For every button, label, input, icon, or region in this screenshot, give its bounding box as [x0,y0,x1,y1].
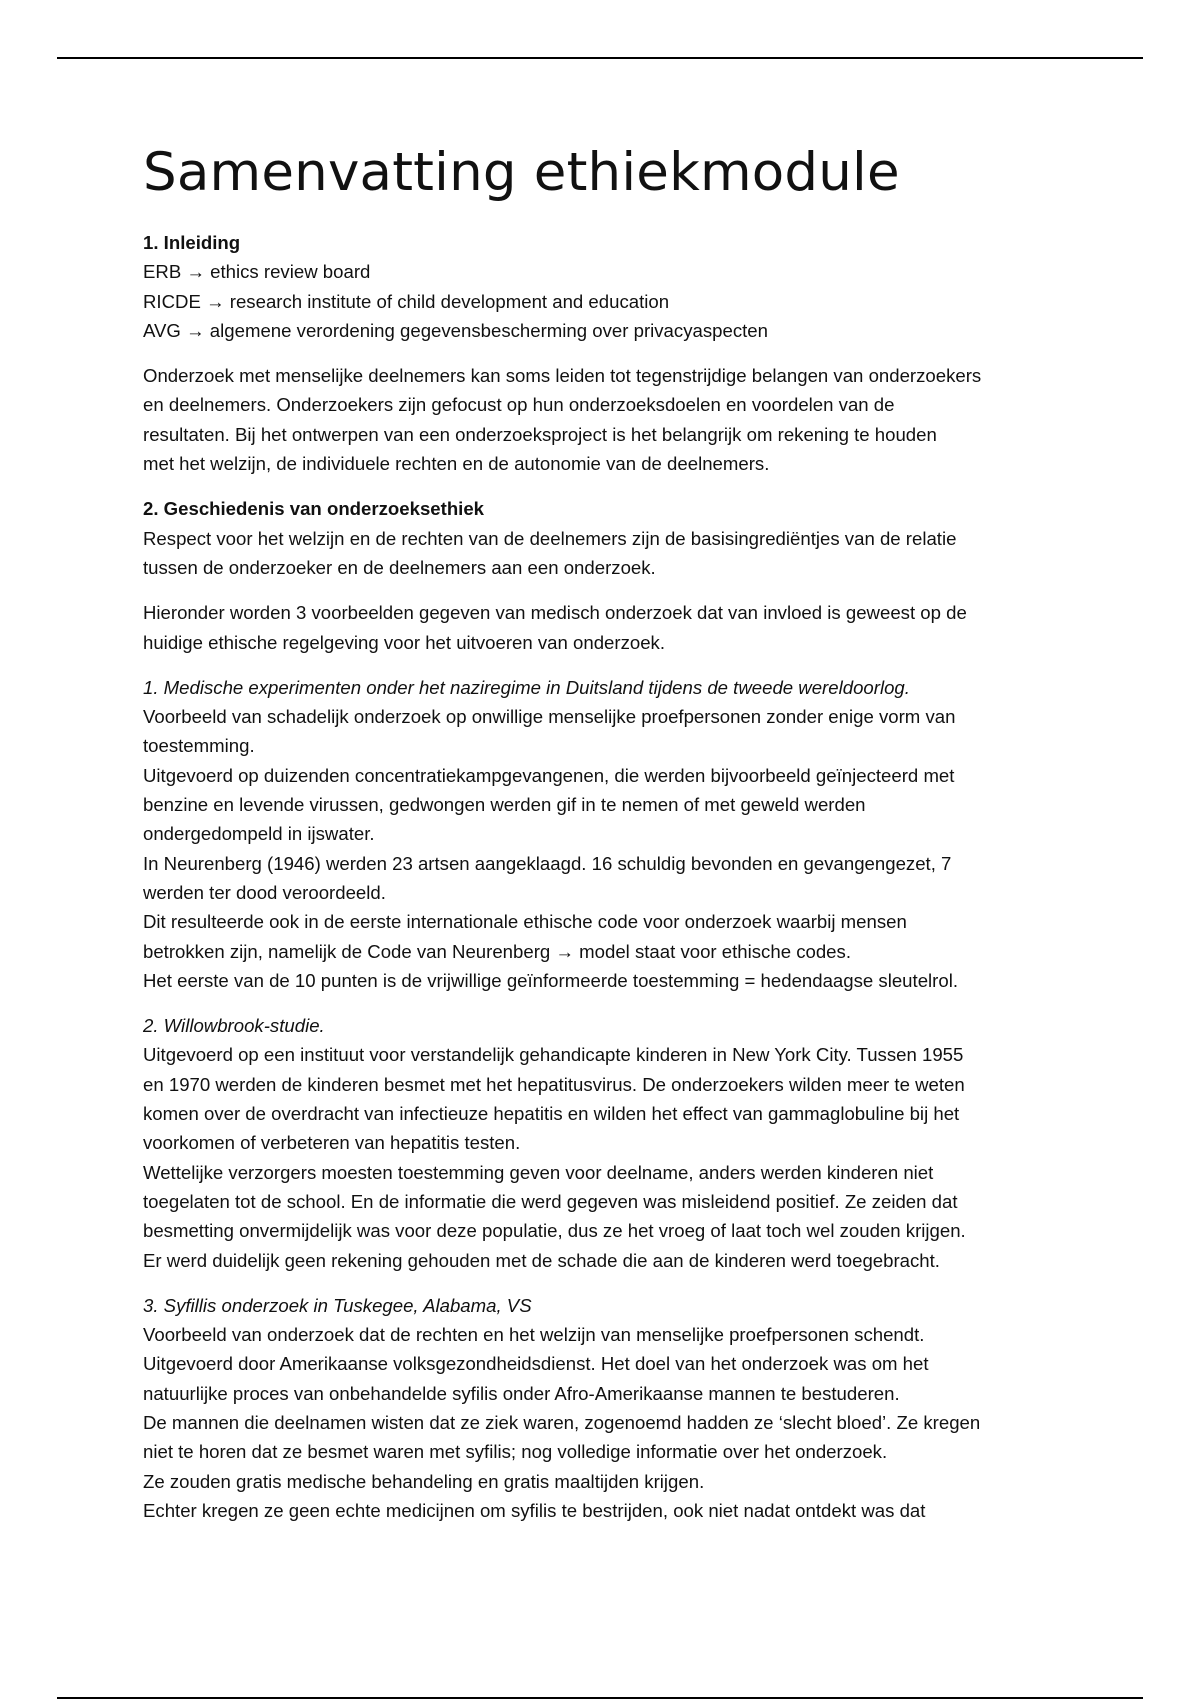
text-line: Respect voor het welzijn en de rechten van de deelnemers zijn de basisingrediëntjes van de relatie [143,527,957,549]
text-line: komen over de overdracht van infectieuze hepatitis en wilden het effect van gammaglobuline bij het [143,1103,960,1125]
paragraph-list [143,228,1063,1525]
text-line: ondergedompeld in ijswater. [143,823,375,845]
paragraph [143,228,1063,345]
paragraph [143,1011,1063,1275]
text-line: Ze zouden gratis medische behandeling en gratis maaltijden krijgen. [143,1470,705,1492]
text-line: en 1970 werden de kinderen besmet met het hepatitusvirus. De onderzoekers wilden meer te weten [143,1073,965,1095]
text-line: huidige ethische regelgeving voor het uitvoeren van onderzoek. [143,631,666,653]
text-line: toestemming. [143,735,255,757]
document-body [143,138,1063,1541]
text-line: Voorbeeld van schadelijk onderzoek op onwillige menselijke proefpersonen zonder enige vorm van [143,706,956,728]
text-line: tussen de onderzoeker en de deelnemers aan een onderzoek. [143,556,656,578]
text-line: Het eerste van de 10 punten is de vrijwillige geïnformeerde toestemming = hedendaagse sleutelrol. [143,969,958,991]
text-line: Voorbeeld van onderzoek dat de rechten en het welzijn van menselijke proefpersonen schendt. [143,1324,925,1346]
text-line: benzine en levende virussen, gedwongen werden gif in te nemen of met geweld werden [143,794,866,816]
example-heading: 3. Syfillis onderzoek in Tuskegee, Alabama, VS [143,1294,532,1316]
text-line: De mannen die deelnamen wisten dat ze ziek waren, zogenoemd hadden ze ‘slecht bloed’. Ze kregen [143,1411,981,1433]
paragraph [143,494,1063,582]
text-line: In Neurenberg (1946) werden 23 artsen aangeklaagd. 16 schuldig bevonden en gevangengezet, 7 [143,852,952,874]
top-rule [57,57,1143,59]
section-heading: 1. Inleiding [143,232,241,253]
text-line: toegelaten tot de school. En de informatie die werd gegeven was misleidend positief. Ze zeiden dat [143,1190,958,1212]
text-line: en deelnemers. Onderzoekers zijn gefocust op hun onderzoeksdoelen en voordelen van de [143,394,895,416]
text-line: natuurlijke proces van onbehandelde syfilis onder Afro-Amerikaanse mannen te bestuderen. [143,1382,900,1404]
paragraph [143,1291,1063,1525]
section-heading: 2. Geschiedenis van onderzoeksethiek [143,498,485,520]
text-line: ERB → ethics review board [143,261,371,283]
text-line: voorkomen of verbeteren van hepatitis testen. [143,1132,521,1154]
text-line: AVG → algemene verordening gegevensbescherming over privacyaspecten [143,319,768,341]
text-line: werden ter dood veroordeeld. [143,881,386,903]
document-title: Samenvatting ethiekmodule [143,142,900,203]
paragraph [143,673,1063,995]
text-line: Uitgevoerd op een instituut voor verstandelijk gehandicapte kinderen in New York City. Tussen 1955 [143,1044,964,1066]
text-line: Echter kregen ze geen echte medicijnen om syfilis te bestrijden, ook niet nadat ontdekt was dat [143,1499,926,1521]
bottom-rule [57,1697,1143,1699]
example-heading: 1. Medische experimenten onder het naziregime in Duitsland tijdens de tweede wereldoorlog. [143,676,910,698]
text-line: niet te horen dat ze besmet waren met syfilis; nog volledige informatie over het onderzoek. [143,1441,888,1463]
text-line: met het welzijn, de individuele rechten en de autonomie van de deelnemers. [143,453,770,475]
text-line: Uitgevoerd op duizenden concentratiekampgevangenen, die werden bijvoorbeeld geïnjecteerd met [143,764,955,786]
text-line: besmetting onvermijdelijk was voor deze populatie, dus ze het vroeg of laat toch wel zouden krijgen. [143,1220,966,1242]
text-line: RICDE → research institute of child development and education [143,290,670,312]
example-heading: 2. Willowbrook-studie. [143,1015,325,1037]
text-line: Hieronder worden 3 voorbeelden gegeven van medisch onderzoek dat van invloed is geweest op de [143,602,967,624]
paragraph [143,361,1063,478]
text-line: betrokken zijn, namelijk de Code van Neurenberg → model staat voor ethische codes. [143,940,851,962]
text-line: Dit resulteerde ook in de eerste internationale ethische code voor onderzoek waarbij mensen [143,911,907,933]
paragraph [143,598,1063,657]
text-line: Er werd duidelijk geen rekening gehouden met de schade die aan de kinderen werd toegebracht. [143,1249,940,1271]
text-line: Onderzoek met menselijke deelnemers kan soms leiden tot tegenstrijdige belangen van onderzoekers [143,365,982,387]
text-line: resultaten. Bij het ontwerpen van een onderzoeksproject is het belangrijk om rekening te houden [143,423,937,445]
text-line: Uitgevoerd door Amerikaanse volksgezondheidsdienst. Het doel van het onderzoek was om het [143,1353,929,1375]
text-line: Wettelijke verzorgers moesten toestemming geven voor deelname, anders werden kinderen niet [143,1161,934,1183]
